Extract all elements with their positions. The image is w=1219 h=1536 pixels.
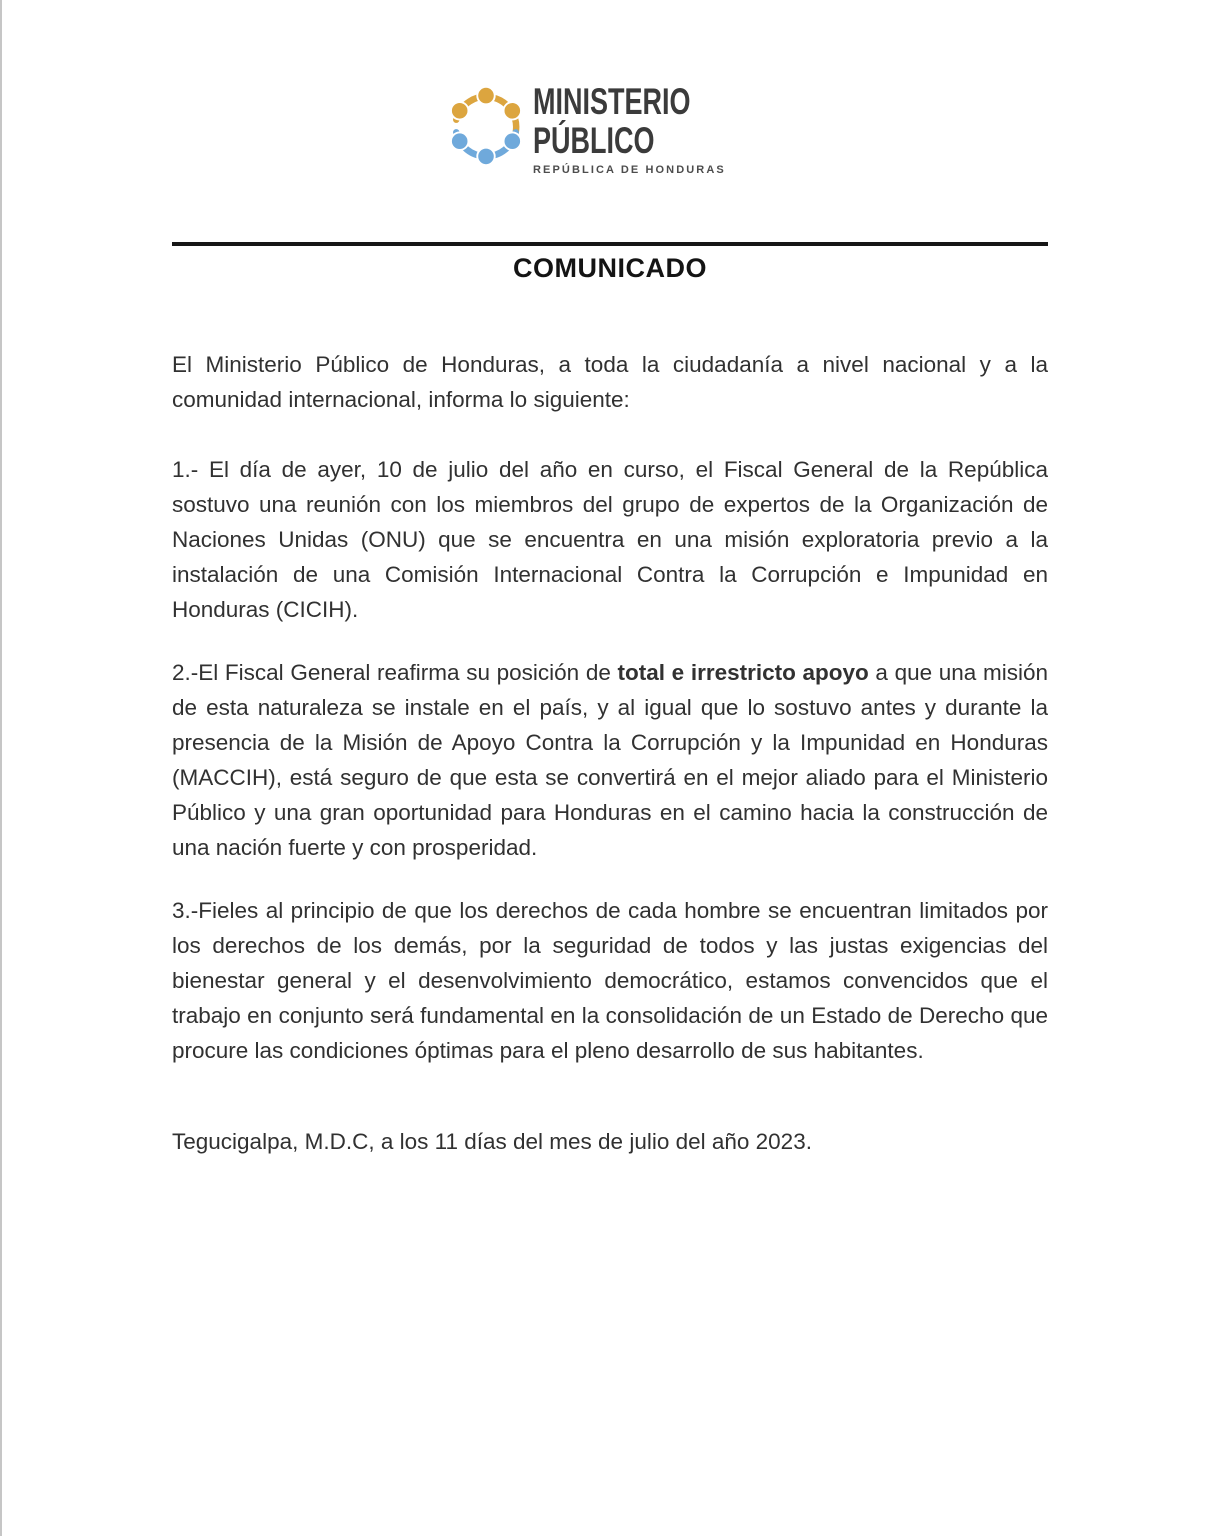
item-1-paragraph: 1.- El día de ayer, 10 de julio del año en curso, el Fiscal General de la República sostuvo una reunión con los miembros del grupo de expertos de la Organización de Naciones Unidas (ONU) que se encuentra en una misión exploratoria previo a la instalación de una Comisión Internacional Contra la Corrupción e Impunidad en Honduras (CICIH).: [172, 457, 1048, 622]
document-body: [172, 347, 1048, 1159]
item-2-text-after-bold: a que una misión de esta naturaleza se instale en el país, y al igual que lo sostuvo antes y durante la presencia de la Misión de Apoyo Contra la Corrupción y la Impunidad en Honduras (MACCIH), está seguro de que esta se convertirá en el mejor aliado para el Ministerio Público y una gran oportunidad para Honduras en el camino hacia la construcción de una nación fuerte y con prosperidad.: [172, 660, 1048, 860]
item-2-text-before-bold: 2.-El Fiscal General reafirma su posición de: [172, 660, 618, 685]
logo-wordmark: [533, 82, 825, 160]
logo-head-top-icon: [477, 87, 494, 104]
logo-head-lower-left-icon: [451, 132, 468, 149]
item-2-bold-text: total e irrestricto apoyo: [617, 660, 869, 685]
logo-head-bottom-icon: [477, 148, 494, 165]
logo-name-line2: PÚBLICO: [533, 120, 655, 161]
dateline: Tegucigalpa, M.D.C, a los 11 días del mes de julio del año 2023.: [172, 1129, 812, 1154]
logo-head-lower-right-icon: [504, 132, 521, 149]
scan-edge-artifact: [0, 0, 2, 1536]
logo-name-line1: MINISTERIO: [533, 81, 691, 122]
people-circle-logo-icon: [448, 78, 524, 174]
item-3-paragraph: 3.-Fieles al principio de que los derechos de cada hombre se encuentran limitados por los derechos de los demás, por la seguridad de todos y las justas exigencias del bienestar general y el desenvolvimiento democrático, estamos convencidos que el trabajo en conjunto será fundamental en la consolidación de un Estado de Derecho que procure las condiciones óptimas para el pleno desarrollo de sus habitantes.: [172, 898, 1048, 1063]
logo-text: [533, 82, 933, 176]
intro-paragraph: El Ministerio Público de Honduras, a toda la ciudadanía a nivel nacional y a la comunidad internacional, informa lo siguiente:: [172, 352, 1048, 412]
item-2-paragraph: [172, 655, 1048, 865]
title-rule: [172, 242, 1048, 246]
logo-head-upper-right-icon: [504, 102, 521, 119]
logo-head-upper-left-icon: [451, 102, 468, 119]
logo-subtitle: REPÚBLICA DE HONDURAS: [533, 164, 726, 176]
document-title: COMUNICADO: [513, 253, 707, 283]
